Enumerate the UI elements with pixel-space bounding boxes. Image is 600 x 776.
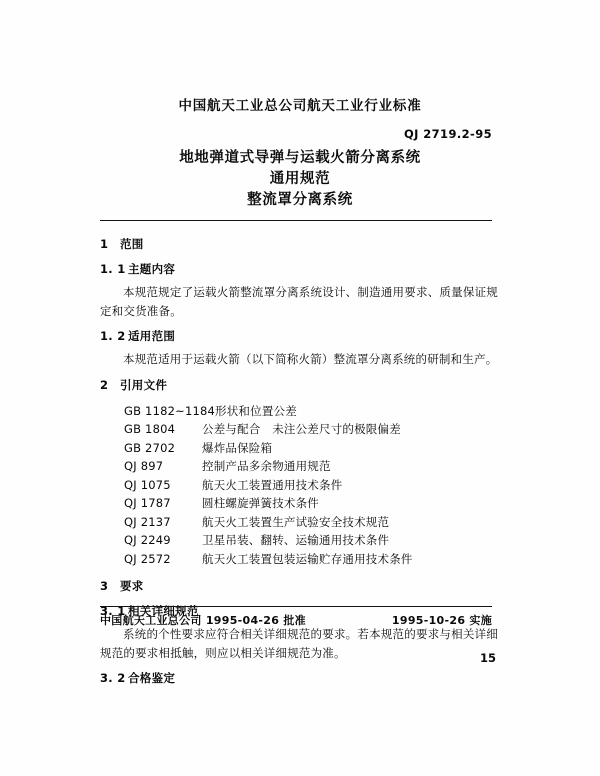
- section-number-1-1: 1. 1: [100, 262, 126, 276]
- title-line-3: 整流罩分离系统: [247, 192, 353, 208]
- section-body-1-2: 本规范适用于运载火箭（以下简称火箭）整流罩分离系统的研制和生产。: [123, 352, 498, 366]
- section-heading-1: [100, 236, 498, 252]
- list-item: [100, 402, 498, 421]
- section-number-2: 2: [100, 377, 109, 392]
- list-item: [100, 476, 498, 495]
- list-item: [100, 531, 498, 550]
- reference-code: GB 1182~1184: [124, 403, 216, 418]
- reference-title: 航天火工装置通用技术条件: [202, 477, 343, 492]
- section-heading-1-1: [100, 261, 498, 277]
- reference-title: 爆炸品保险箱: [202, 440, 273, 455]
- reference-title: 圆柱螺旋弹簧技术条件: [202, 496, 319, 510]
- reference-title: 航天火工装置包装运输贮存通用技术条件: [202, 551, 413, 566]
- section-heading-3-2: [100, 670, 498, 686]
- section-number-3-1: 3. 1: [100, 604, 126, 618]
- section-heading-2: [100, 377, 498, 393]
- section-label-1: 范围: [120, 237, 144, 251]
- list-item: [100, 457, 498, 476]
- reference-code: GB 2702: [124, 440, 176, 455]
- footer-divider-rule: [100, 606, 492, 607]
- section-number-1-2: 1. 2: [100, 329, 126, 343]
- section-label-3: 要求: [120, 579, 144, 593]
- section-number-1: 1: [100, 237, 109, 251]
- section-label-2: 引用文件: [120, 377, 168, 392]
- reference-title: 卫星吊装、翻转、运输通用技术条件: [202, 533, 390, 547]
- title-divider-rule: [100, 220, 492, 221]
- approval-statement: 中国航天工业总公司 1995-04-26 批准: [100, 614, 306, 627]
- section-label-3-2: 合格鉴定: [128, 671, 176, 685]
- referenced-documents-list: [100, 402, 498, 569]
- section-heading-1-2: [100, 328, 498, 344]
- list-item: [100, 439, 498, 458]
- section-number-3-2: 3. 2: [100, 671, 126, 685]
- list-item: [100, 494, 498, 513]
- reference-title: 形状和位置公差: [215, 403, 297, 418]
- list-item: [100, 513, 498, 532]
- document-title: [0, 148, 600, 211]
- standard-number: QJ 2719.2-95: [403, 127, 492, 141]
- reference-code: QJ 2249: [124, 533, 171, 547]
- implementation-date: 1995-10-26 实施: [391, 614, 492, 627]
- reference-title: 公差与配合 未注公差尺寸的极限偏差: [202, 422, 401, 436]
- section-number-3: 3: [100, 579, 109, 593]
- reference-code: QJ 2572: [124, 551, 171, 566]
- section-label-1-1: 主题内容: [128, 262, 176, 276]
- reference-code: GB 1804: [124, 422, 176, 436]
- page-number: 15: [479, 651, 496, 665]
- section-label-3-1: 相关详细规范: [128, 604, 199, 618]
- reference-title: 控制产品多余物通用规范: [202, 459, 331, 473]
- title-line-1: 地地弹道式导弹与运载火箭分离系统: [179, 150, 421, 166]
- reference-title: 航天火工装置生产试验安全技术规范: [202, 514, 390, 529]
- section-body-3-1: 系统的个性要求应符合相关详细规范的要求。若本规范的要求与相关详细规范的要求相抵触，则应以相关详细规范为准。: [100, 627, 498, 660]
- section-label-1-2: 适用范围: [128, 329, 176, 343]
- reference-code: QJ 1787: [124, 496, 171, 510]
- list-item: [100, 550, 498, 569]
- reference-code: QJ 897: [124, 459, 164, 473]
- title-line-2: 通用规范: [269, 171, 331, 187]
- section-body-1-1: 本规范规定了运载火箭整流罩分离系统设计、制造通用要求、质量保证规定和交货准备。: [100, 285, 498, 318]
- issuing-authority-heading: 中国航天工业总公司航天工业行业标准: [178, 98, 422, 114]
- reference-code: QJ 1075: [124, 477, 171, 492]
- list-item: [100, 420, 498, 439]
- page-footer: [100, 612, 492, 628]
- section-heading-3: [100, 578, 498, 594]
- reference-code: QJ 2137: [124, 514, 171, 529]
